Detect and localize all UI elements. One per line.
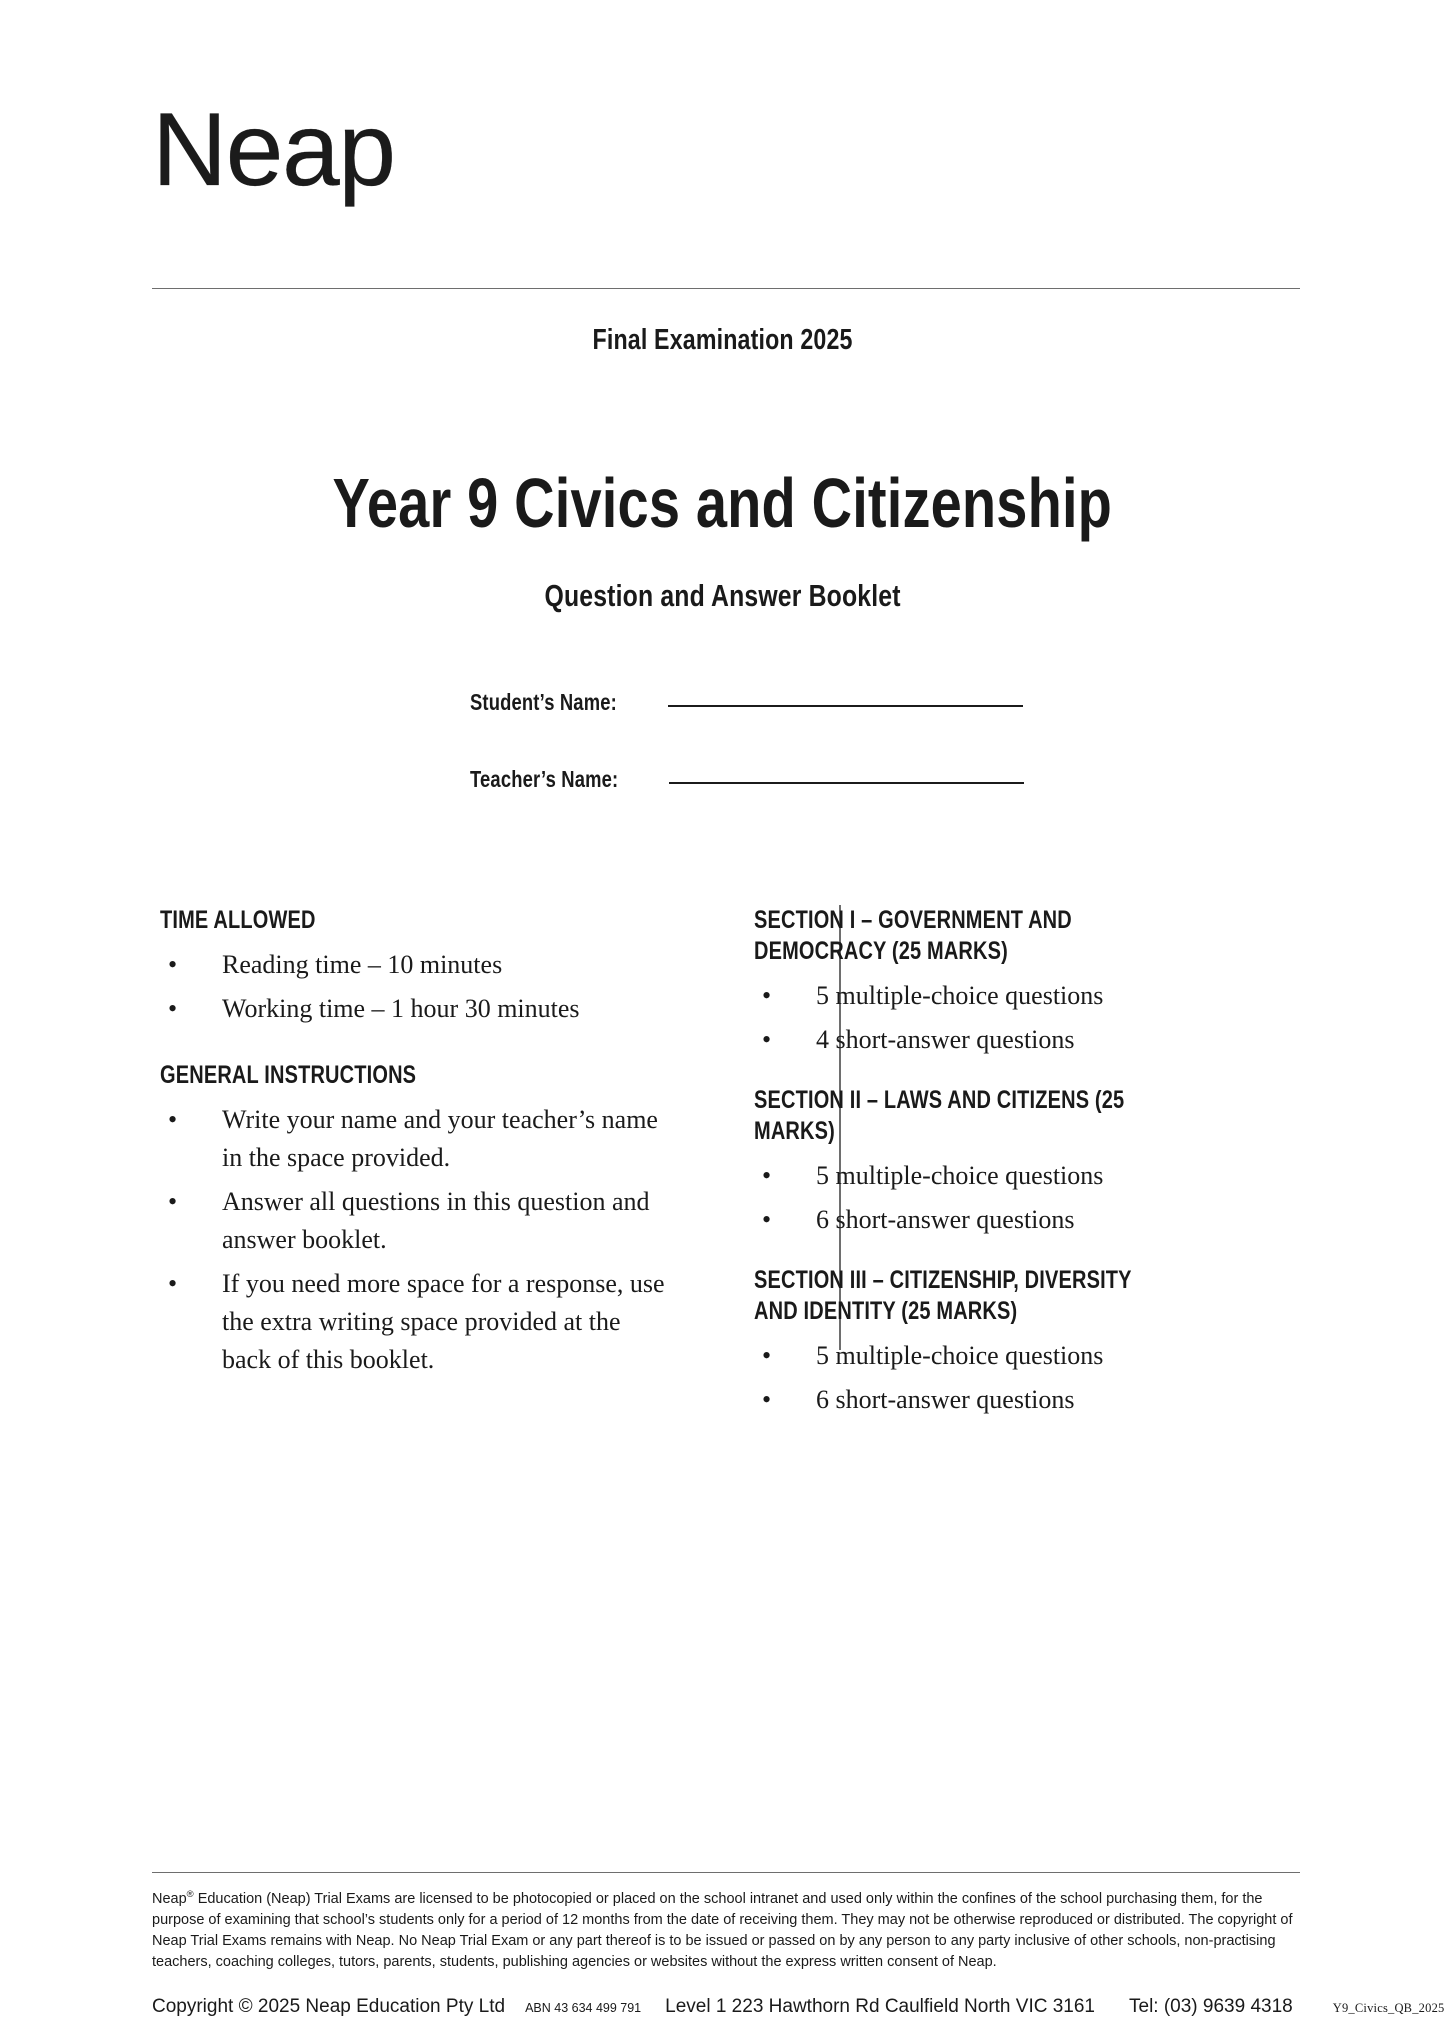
- footer-document-code: Y9_Civics_QB_2025: [1332, 2001, 1445, 2015]
- student-name-label: Student’s Name:: [470, 689, 617, 715]
- general-instructions-block: [160, 1060, 665, 1379]
- exam-period-text: Final Examination 2025: [592, 324, 853, 356]
- time-allowed-list: [160, 946, 665, 1028]
- list-item: • 5 multiple-choice questions: [754, 977, 1284, 1015]
- page-subtitle-text: Question and Answer Booklet: [544, 578, 901, 613]
- student-name-input-line[interactable]: [668, 705, 1023, 707]
- section-i-block: [754, 905, 1284, 1059]
- footer-legal-text: [152, 1889, 1304, 1973]
- list-item: • If you need more space for a response, use the extra writing space provided at the back of this booklet.: [160, 1265, 665, 1379]
- list-item: • 5 multiple-choice questions: [754, 1157, 1284, 1195]
- footer-legal-body: Education (Neap) Trial Exams are licensed to be photocopied or placed on the school intranet and used only within the confines of the school purchasing them, for the purpose of examining that school’s students only for a period of 12 months from the date of receiving them. They may not be otherwise reproduced or distributed. The copyright of Neap Trial Exams remains with Neap. No Neap Trial Exam or any part thereof is to be issued or passed on by any person to any party inclusive of other schools, non-practising teachers, coaching colleges, tutors, parents, students, publishing agencies or websites without the express written consent of Neap.: [152, 1891, 1293, 1970]
- general-instructions-list: [160, 1101, 665, 1379]
- teacher-name-field[interactable]: [470, 765, 1024, 794]
- section-ii-heading: SECTION II – LAWS AND CITIZENS (25 MARKS): [754, 1086, 1125, 1145]
- header-divider-rule: [152, 288, 1300, 289]
- list-item: • Answer all questions in this question and answer booklet.: [160, 1183, 665, 1259]
- page-footer: [152, 1889, 1445, 2020]
- list-item: • 4 short-answer questions: [754, 1021, 1284, 1059]
- list-item: • Reading time – 10 minutes: [160, 946, 665, 984]
- list-item: • 6 short-answer questions: [754, 1381, 1284, 1419]
- section-iii-heading: SECTION III – CITIZENSHIP, DIVERSITY AND IDENTITY (25 MARKS): [754, 1266, 1132, 1325]
- neap-logo-text: Neap: [152, 92, 395, 208]
- page-subtitle: [0, 577, 1445, 615]
- exam-period-line: [0, 322, 1445, 358]
- footer-legal-brand: Neap: [152, 1891, 187, 1907]
- general-instructions-heading: GENERAL INSTRUCTIONS: [160, 1061, 417, 1089]
- section-iii-list: [754, 1337, 1284, 1419]
- footer-copyright: Copyright © 2025 Neap Education Pty Ltd: [152, 1996, 506, 2017]
- section-ii-list: [754, 1157, 1284, 1239]
- list-item: • 5 multiple-choice questions: [754, 1337, 1284, 1375]
- instructions-column-right: [754, 905, 1284, 1425]
- list-item: • Write your name and your teacher’s name in the space provided.: [160, 1101, 665, 1177]
- list-item: • 6 short-answer questions: [754, 1201, 1284, 1239]
- time-allowed-block: [160, 905, 665, 1028]
- page-title-text: Year 9 Civics and Citizenship: [332, 463, 1113, 542]
- registered-trademark-icon: ®: [186, 1889, 194, 1901]
- footer-company-row: [152, 1995, 1445, 2020]
- time-allowed-heading: TIME ALLOWED: [160, 906, 316, 934]
- teacher-name-label: Teacher’s Name:: [470, 766, 619, 792]
- student-name-field[interactable]: [470, 688, 1023, 717]
- section-i-list: [754, 977, 1284, 1059]
- page-title: [0, 462, 1445, 546]
- section-ii-block: [754, 1085, 1284, 1239]
- list-item: • Working time – 1 hour 30 minutes: [160, 990, 665, 1028]
- neap-logo: [152, 92, 395, 208]
- footer-abn: ABN 43 634 499 791: [525, 2001, 642, 2015]
- footer-telephone: Tel: (03) 9639 4318: [1129, 1996, 1293, 2017]
- footer-divider-rule: [152, 1872, 1300, 1873]
- footer-address: Level 1 223 Hawthorn Rd Caulfield North VIC 3161: [665, 1996, 1095, 2017]
- instructions-column-left: [160, 905, 665, 1385]
- teacher-name-input-line[interactable]: [669, 782, 1024, 784]
- section-iii-block: [754, 1265, 1284, 1419]
- section-i-heading: SECTION I – GOVERNMENT AND DEMOCRACY (25 MARKS): [754, 906, 1072, 965]
